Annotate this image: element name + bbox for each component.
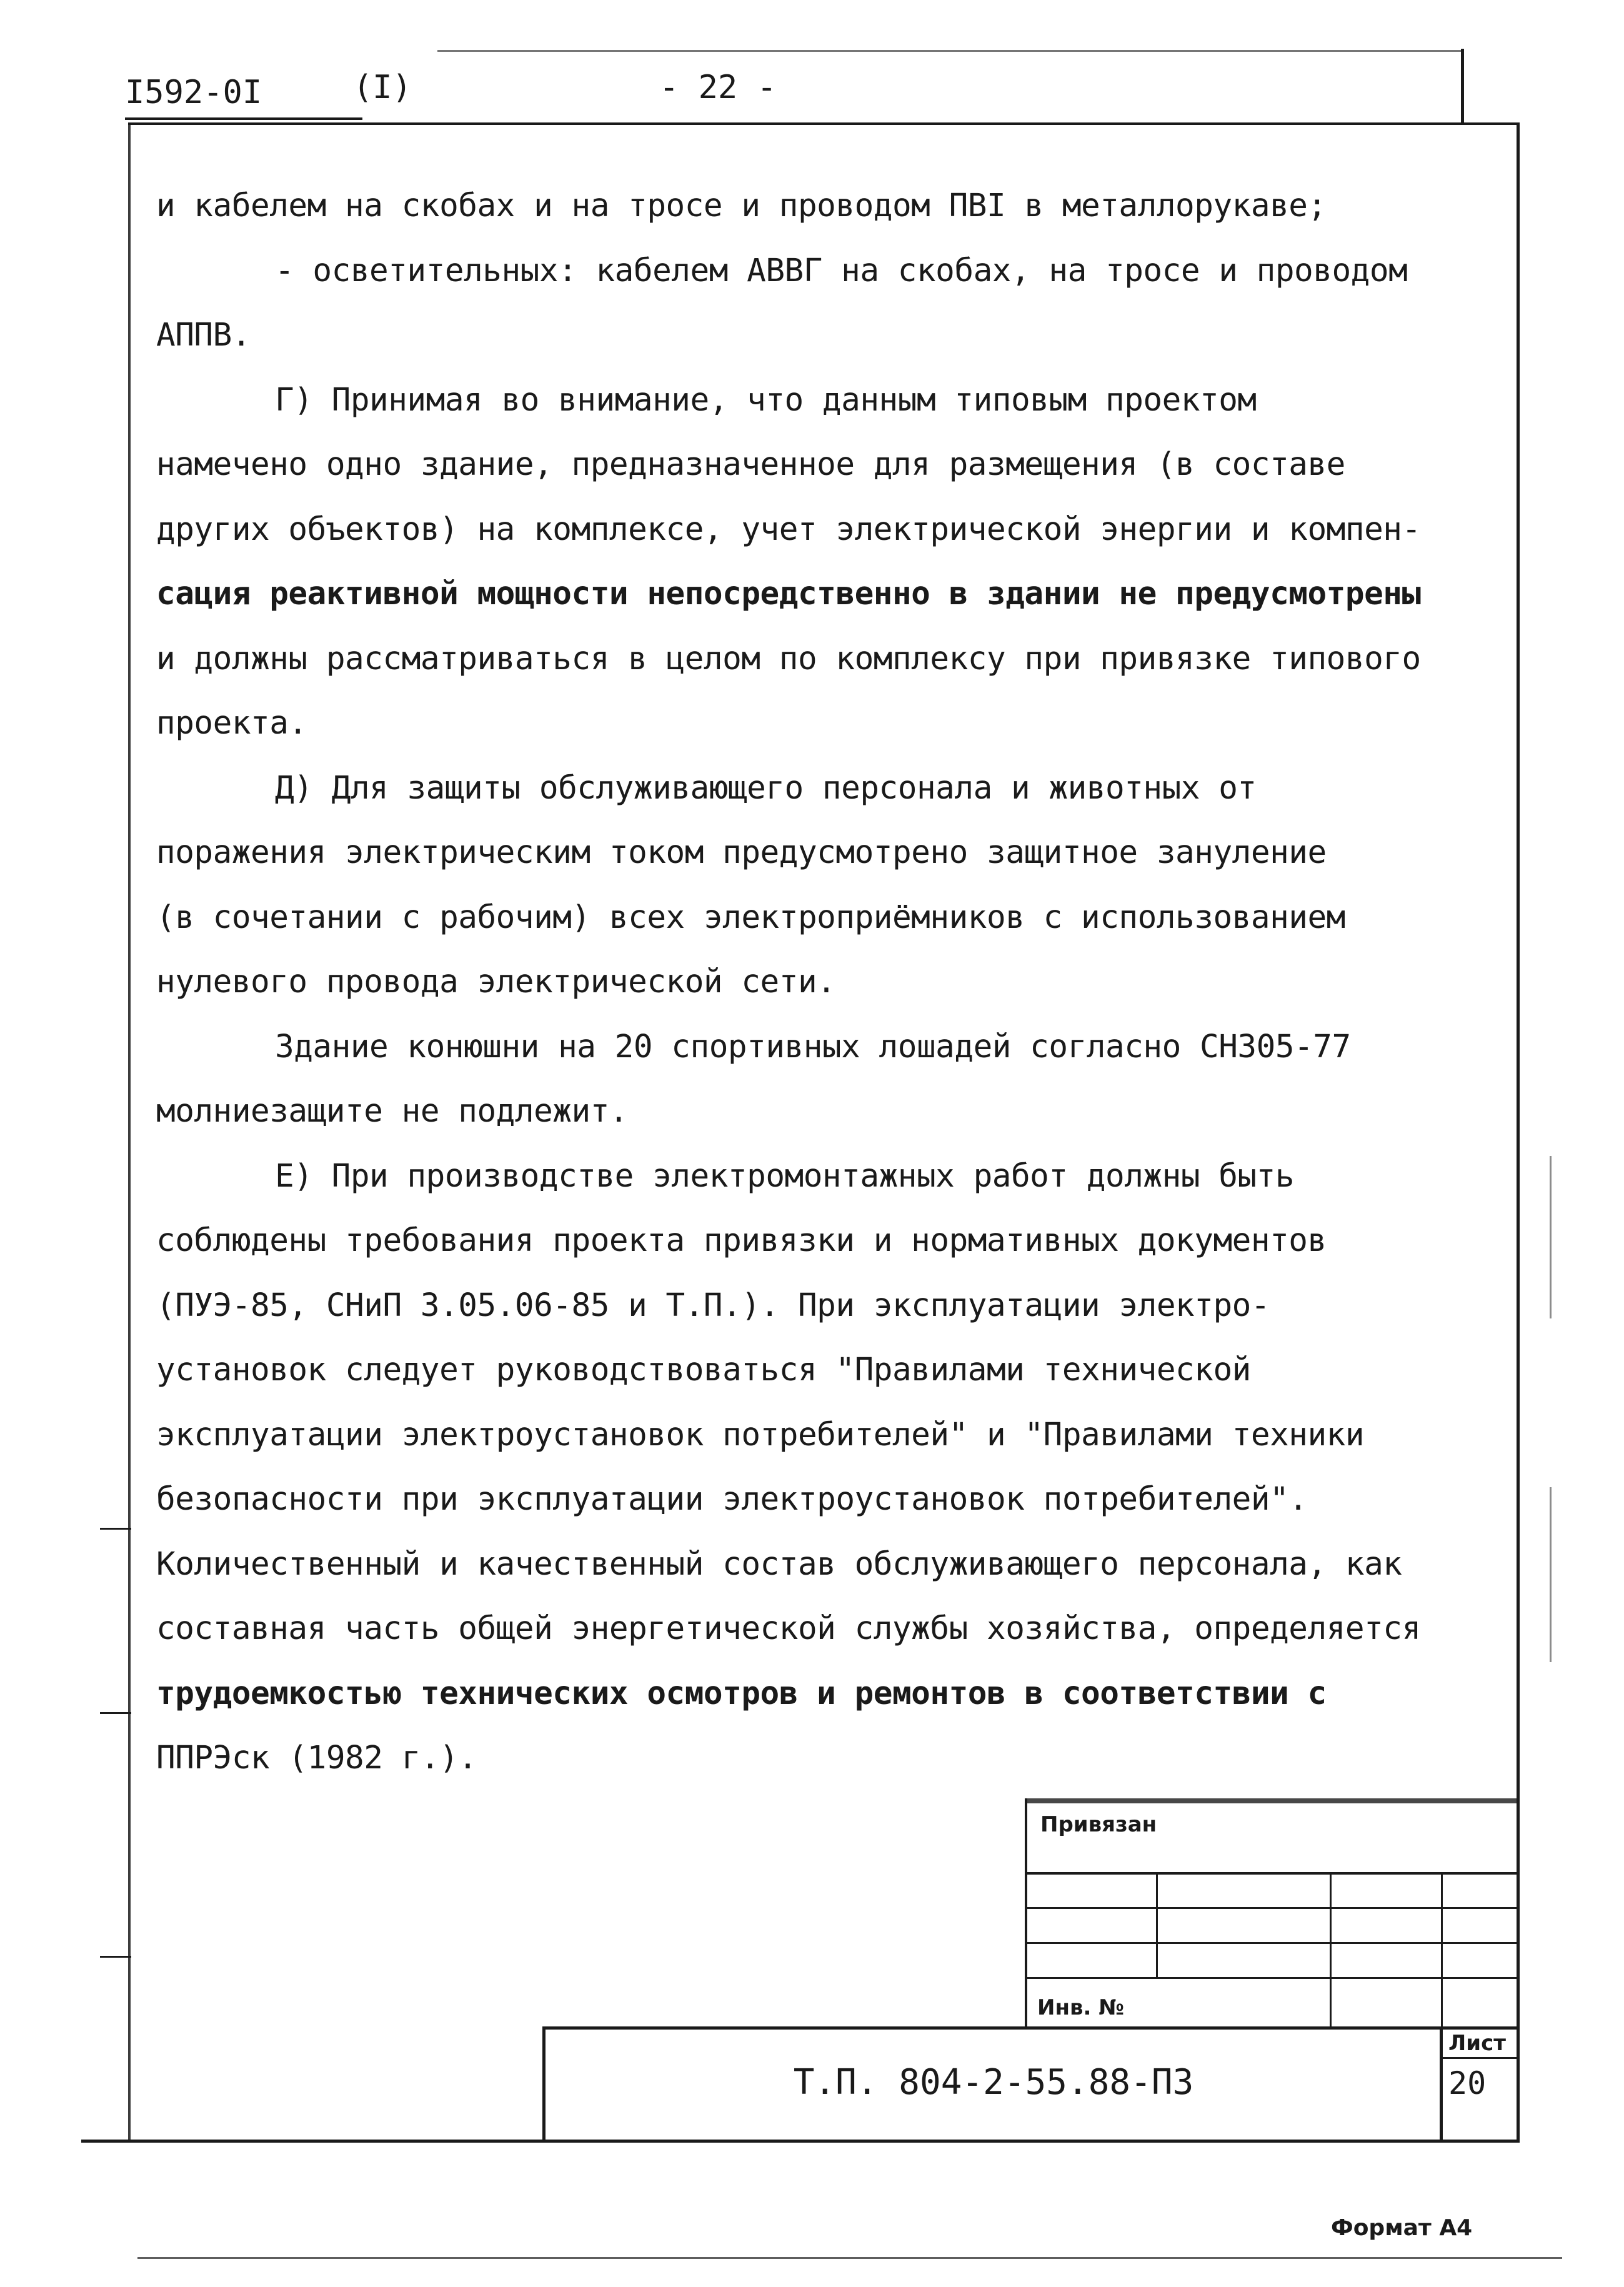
text-line: установок следует руководствоваться "Правилами технической (156, 1352, 1251, 1388)
text-line: - осветительных: кабелем АВВГ на скобах, на тросе и проводом (275, 252, 1408, 289)
text-line: Г) Принимая во внимание, что данным типовым проектом (275, 381, 1257, 419)
text-line: (ПУЭ-85, СНиП 3.05.06-85 и Т.П.). При эксплуатации электро- (156, 1287, 1270, 1324)
text-line: (в сочетании с рабочим) всех электроприёмников с использованием (156, 899, 1345, 936)
text-line: и должны рассматриваться в целом по комплексу при привязке типового (156, 640, 1421, 677)
margin-tick (100, 1528, 131, 1530)
text-line: и кабелем на скобах и на тросе и проводом ПВI в металлорукаве; (156, 187, 1327, 224)
stamp-col-line (1330, 1872, 1332, 2028)
stamp-row-line (1025, 1907, 1518, 1909)
document-code: Т.П. 804-2-55.88-ПЗ (793, 2062, 1194, 2103)
paper-format: Формат А4 (1331, 2215, 1473, 2241)
text-line: безопасности при эксплуатации электроустановок потребителей". (156, 1481, 1308, 1518)
text-line: трудоемкостью технических осмотров и ремонтов в соответствии с (156, 1675, 1327, 1712)
text-line: ППРЭск (1982 г.). (156, 1740, 477, 1776)
page-number: - 22 - (659, 69, 777, 106)
stamp-row-line (1025, 1942, 1518, 1944)
title-block-top (542, 2026, 1518, 2030)
sheet-number: 20 (1448, 2065, 1487, 2101)
text-line: составная часть общей энергетической службы хозяйства, определяется (156, 1610, 1421, 1647)
page-bottom-edge (137, 2257, 1562, 2259)
text-line: нулевого провода электрической сети. (156, 964, 836, 1000)
scan-mark (1550, 1156, 1552, 1318)
text-line: других объектов) на комплексе, учет электрической энергии и компен- (156, 511, 1421, 548)
stamp-row-line (1025, 1872, 1518, 1875)
text-line: поражения электрическим током предусмотрено защитное зануление (156, 834, 1327, 871)
sheet-label-divider (1440, 2057, 1518, 2059)
text-line: соблюдены требования проекта привязки и нормативных документов (156, 1222, 1327, 1259)
frame-inner-top (128, 122, 1518, 125)
text-line: сация реактивной мощности непосредственно в здании не предусмотрены (156, 575, 1421, 612)
sheet-label: Лист (1448, 2031, 1506, 2056)
text-line: намечено одно здание, предназначенное для размещения (в составе (156, 446, 1345, 483)
text-line: молниезащите не подлежит. (156, 1093, 629, 1130)
text-line: Е) При производстве электромонтажных работ должны быть (275, 1157, 1295, 1195)
scan-mark (1550, 1487, 1552, 1662)
margin-tick (100, 1956, 131, 1958)
frame-top-right-corner (1461, 49, 1464, 124)
stamp-col-line (1441, 1872, 1443, 2028)
frame-right-edge (1517, 122, 1520, 2141)
document-number-underline (125, 117, 362, 120)
stamp-top-edge (1025, 1798, 1518, 1803)
bound-label: Привязан (1040, 1812, 1157, 1837)
document-part: (I) (353, 69, 412, 106)
frame-bottom-edge (81, 2140, 1520, 2143)
frame-left-edge (128, 122, 131, 2141)
inventory-number-label: Инв. № (1037, 1995, 1125, 2020)
frame-top-edge (437, 50, 1462, 52)
text-line: Количественный и качественный состав обслуживающего персонала, как (156, 1545, 1402, 1583)
stamp-left-edge (1025, 1798, 1027, 2030)
stamp-row-line (1025, 1977, 1518, 1979)
text-line: Д) Для защиты обслуживающего персонала и животных от (275, 769, 1257, 807)
text-line: Здание конюшни на 20 спортивных лошадей согласно СН305-77 (275, 1028, 1351, 1065)
margin-tick (100, 1712, 131, 1714)
text-line: АППВ. (156, 317, 251, 354)
text-line: эксплуатации электроустановок потребителей" и "Правилами техники (156, 1416, 1365, 1453)
text-line: проекта. (156, 705, 307, 742)
document-number: I592-0I (125, 74, 262, 111)
stamp-col-line (1156, 1872, 1158, 1978)
